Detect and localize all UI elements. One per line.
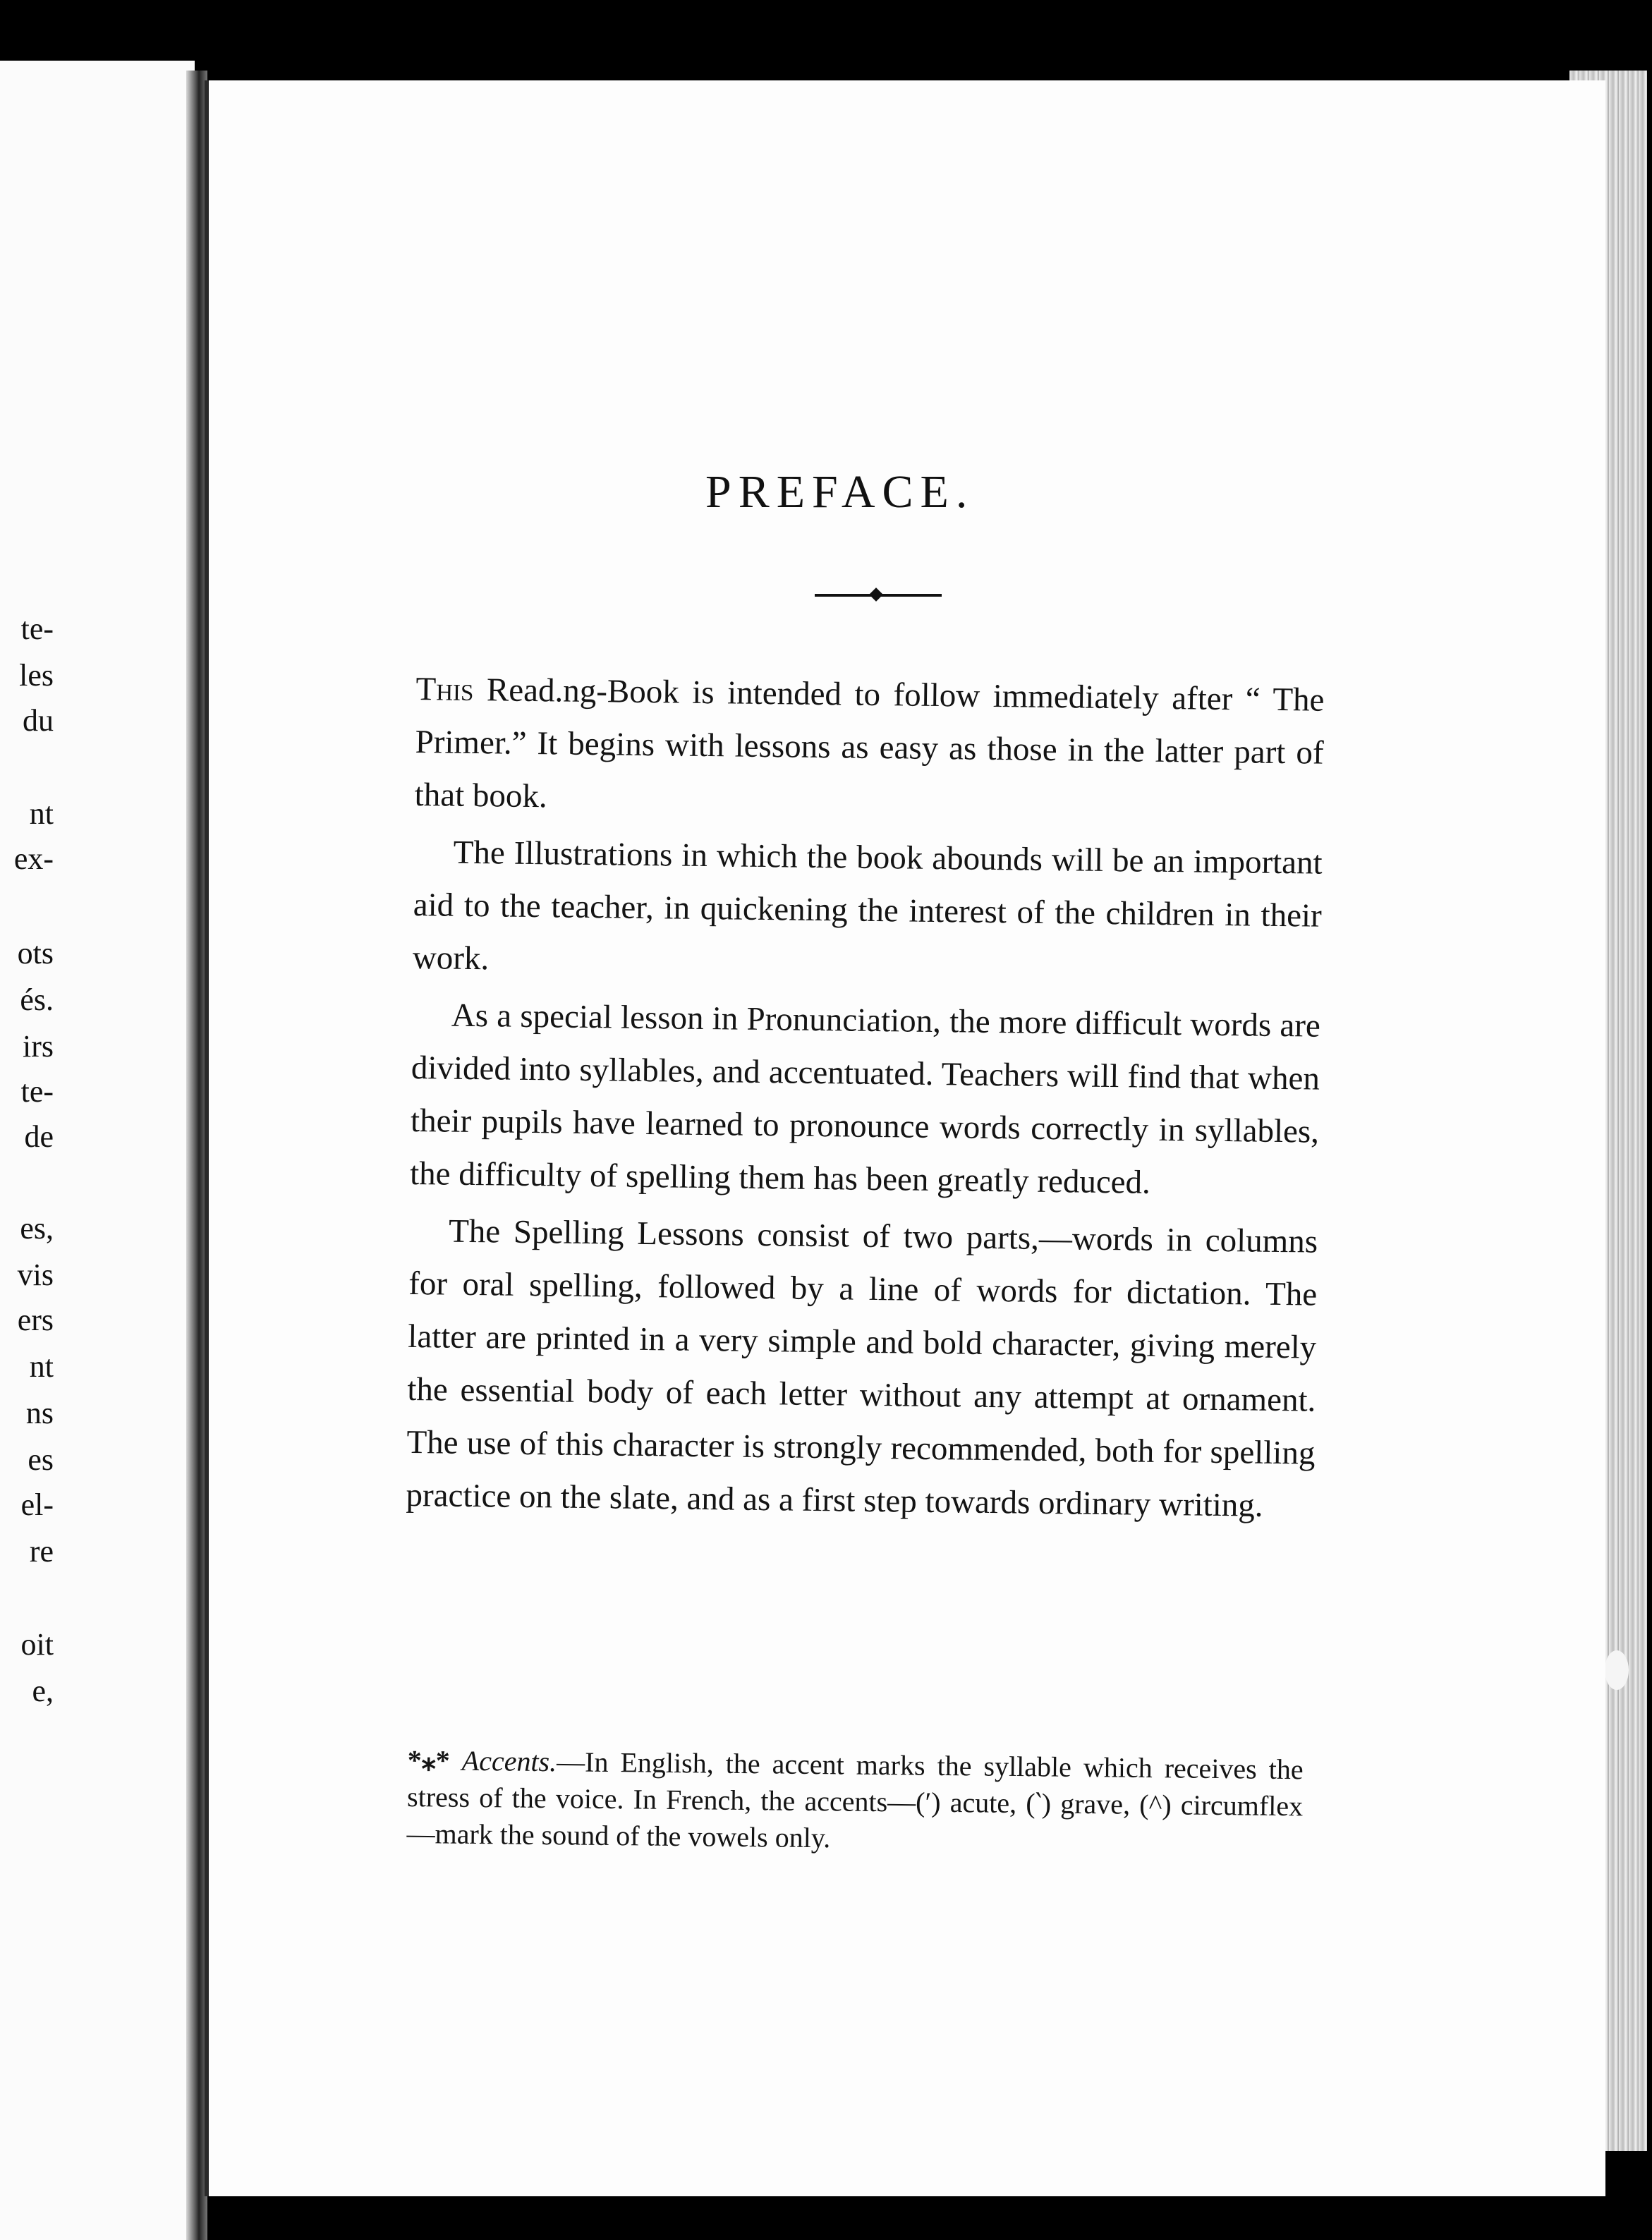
footnote-text: —In English, the accent marks the syllable which receives the stress of the voice. In French, the accents—(′) acute, (‵) grave, (^) circumflex—mark the sound of the vowels only. — [406, 1746, 1304, 1854]
fragment-line: ex- — [13, 841, 54, 876]
fragment-line: vis — [17, 1258, 54, 1292]
preface-body — [406, 663, 1325, 1538]
fragment-line: és. — [20, 982, 54, 1017]
paragraph-text: Read.ng-Book is intended to follow immediately after “ The Primer.” It begins with lessons as easy as those in the latter part of that book. — [414, 671, 1325, 815]
fragment-line: el- — [20, 1487, 54, 1522]
left-page — [0, 61, 195, 2240]
paper-blot — [1605, 1650, 1629, 1690]
fragment-line: les — [19, 658, 54, 693]
fragment-line: es, — [20, 1211, 54, 1246]
page-title: PREFACE. — [705, 466, 975, 518]
paragraph-lead-word: This — [415, 670, 474, 708]
fragment-line: te- — [20, 611, 54, 646]
left-page-text-fragments — [0, 61, 195, 2240]
fragment-line: oit — [20, 1627, 54, 1662]
fragment-line: es — [28, 1442, 54, 1477]
fragment-line: nt — [29, 1349, 54, 1384]
fragment-line: nt — [29, 796, 54, 831]
footnote-marker: *⁎* — [407, 1743, 450, 1777]
fragment-line: ots — [17, 936, 54, 970]
fragment-line: re — [29, 1534, 54, 1569]
fragment-line: ers — [17, 1303, 54, 1337]
fragment-line: te- — [20, 1074, 54, 1109]
fragment-line: irs — [23, 1029, 54, 1064]
paragraph: The Spelling Lessons consist of two parts,—words in columns for oral spelling, followed by a line of words for dictation. The latter are printed in a very simple and bold character, giving merely the essential body of each letter without any attempt at ornament. The use of this character is strongly recommended, both for spelling practice on the slate, and as a first step towards ordinary writing. — [406, 1212, 1318, 1524]
fragment-line: de — [24, 1119, 54, 1154]
fragment-line: e, — [32, 1674, 54, 1708]
footnote — [406, 1742, 1304, 1861]
fragment-line: ns — [25, 1396, 54, 1430]
title-ornament-rule — [815, 594, 942, 597]
paragraph: The Illustrations in which the book abounds will be an important aid to the teacher, in quickening the interest of the children in their work. — [412, 834, 1323, 978]
paragraph: As a special lesson in Pronunciation, the more difficult words are divided into syllables, and accentuated. Teachers will find that when their pupils have learned to pronounce words correctly in syllables, the difficulty of spelling them has been greatly reduced. — [409, 997, 1321, 1201]
paragraph — [414, 663, 1325, 833]
fragment-line: du — [23, 703, 54, 738]
footnote-heading: Accents. — [461, 1744, 557, 1778]
